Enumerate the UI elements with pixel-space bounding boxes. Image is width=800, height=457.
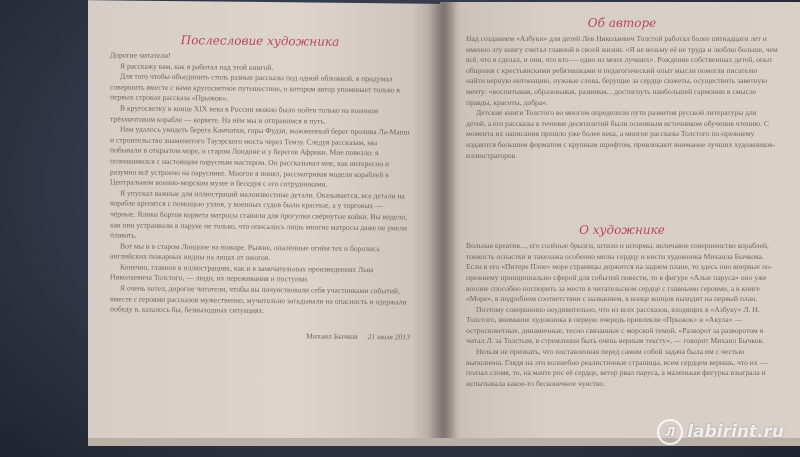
left-paragraph: Дорогие читатели!: [110, 50, 171, 61]
signature-name: Михаил Бычков: [306, 331, 358, 341]
left-paragraph: Я расскажу вам, как я работал над этой книгой.: [120, 61, 274, 72]
open-book: [88, 2, 800, 440]
signature-date: 21 июля 2013: [367, 331, 410, 342]
about-author-heading: Об авторе: [587, 16, 657, 30]
left-paragraph: В кругосветку в конце XIX века в России можно было пойти только на военном трёхмачтовом корабле — корвете. На нём мы и отправимся в путь.: [110, 103, 379, 126]
signature: [110, 329, 410, 341]
author-paragraph: Над созданием «Азбуки» для детей Лев Николаевич Толстой работал более пятнадцати лет и именно эту книгу считал главной в своей жизни. «Я не возьму её не труда и люблю больше, чем всё, что я сделал, и они, что кто — одно из моих лучших». Рождение собственных детей, опыт общения с крестьянскими ребятишками и педагогический опыт мысли помогли писателю найти верную интонацию, нужные слова, берущие за сердце сюжеты, осуществить заветную мечту: «воспитывая, образовывая, развивая... достигнуть наибольшей гармонии в смысле правды, красоты, добра».: [466, 34, 778, 107]
left-paragraph: Я очень хотел, дорогие читатели, чтобы вы почувствовали себя участниками событий, вместе с героями рассказов мужественно, мучительно загадывали на опасность и одержали победу в, казалось бы, безвыходных ситуациях.: [110, 283, 407, 316]
left-paragraph: Для того чтобы объединить столь разные рассказы под одной обложкой, я придумал совершить вместе с вами кругосветное путешествие, о котором автор упоминает только в первых строках рассказа «Прыжок».: [110, 71, 401, 103]
watermark-text: labirint.ru: [687, 422, 784, 442]
left-paragraph: Вот мы и в старом Лондоне на пожаре. Рыжие, опалённые огнём тех и боролись английских пожарных видны на лицах от ожогов.: [110, 241, 380, 263]
artist-paragraph: Вольная креатив..., его солёные брызги, штили и штормы, величавое совершенство кораблей, тонкость оснастки и такелажа особенно милы сердцу и кисти художника Михаила Бычкова. Если в его «Питере Пэне» море страницы держится на заднем плане, то здесь оно впервые по-прежнему принципиально сферой для событий повести, то в фигуре «Алые паруса» оно уже вполне способно поспорить за место в читательском сердце с главными героями, а в книге «Море», в подробном соответствии с названием, в конце концов выходит на первый план.: [466, 241, 773, 304]
labirint-watermark: [657, 419, 784, 445]
labirint-logo-icon: Л: [657, 419, 683, 445]
left-paragraph: Я упускал важные для иллюстраций малоизвестные детали. Оказывается, все детали на корабле крепятся с помощью узлов, у военных судов были красные, а у торговых — чёрные. Ялики бортов корвета матросы ставили для прогулки свёрнутые койки. Вы видели, как они устраивали в паруке не только, что описались лишь многие матросы даже не умели плавать.: [110, 188, 408, 240]
left-page: [88, 0, 440, 442]
section-spacer: [466, 161, 778, 223]
book-gutter: [428, 2, 458, 440]
left-paragraph: Нам удалось увидеть берега Камчатки, горы Фудзи, выжженный берег пролива Ла-Манш и строительство знаменитого Тауэрского моста через Темзу. Следуя рассказам, мы побывали в открытом море, и старом Лондоне и у берегов Африки. Мне повезло: я познакомился с настоящим парусным мастером. Он рассказывал мне, как интересно и разумно всё устроено на паруснике. Многое я понял, рассматривая модели кораблей в Центральном военно-морском музее и беседуя с его сотрудниками.: [110, 124, 410, 189]
author-paragraph: Детские книги Толстого во многом определили пути развития русской литературы для детей, а его рассказы в течение десятилетий были основным источником обучения чтению. С момента их написания прошло уже более века, а многие рассказы Толстого по-прежнему издаются большим форматом с крупным шрифтом, привлекают внимание лучших художников-иллюстраторов.: [466, 108, 776, 160]
artist-paragraph: Нельзя не признать, что поставленная перед самим собой задача была им с честью выполнена. Глядя на эти волшебно реалистичные страницы, всем сердцем веришь, что их — ползал сломя, то, на мачте рос её сердце, ветер рвал паруса, а маленькая фигурка взыграла и испытывала какое-то бесконечное чувство.: [466, 347, 768, 388]
artist-paragraph: Поэтому совершенно неудивительно, что из всех рассказов, входящих в «Азбуку» Л. Н. Толстого, внимание художника в первую очередь привлекли «Прыжок» и «Акула» — остросюжетные, динамичные, тесно связанные с морской темой. «Разворот за разворотом я читал Л. за Толстым, в стремлении быть очень верным тексту», — говорит Михаил Бычков.: [466, 304, 764, 346]
artist-afterword-heading: Послесловие художника: [180, 33, 340, 49]
about-artist-heading: О художнике: [579, 223, 665, 238]
left-paragraph: Конечно, главное в иллюстрациях, как и в замечательных произведениях Льва Николаевича Толстого, — люди, их переживания и поступки.: [110, 262, 374, 284]
right-page: [440, 2, 800, 440]
